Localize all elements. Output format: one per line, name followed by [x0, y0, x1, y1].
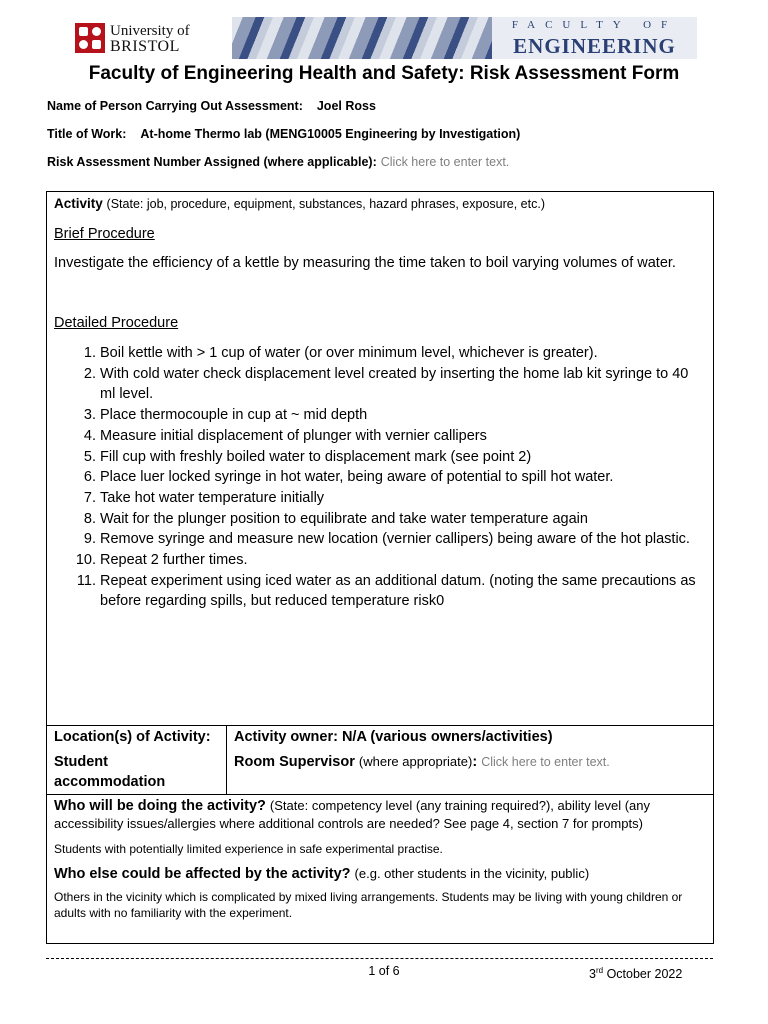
faculty-line2: ENGINEERING — [513, 34, 676, 58]
affected-question: Who else could be affected by the activity? — [54, 866, 351, 882]
activity-label: Activity — [54, 196, 103, 211]
affected-hint: (e.g. other students in the vicinity, public) — [354, 866, 590, 881]
room-supervisor-row: Room Supervisor (where appropriate): Click here to enter text. — [234, 754, 610, 770]
university-name-line1: University of — [110, 23, 190, 39]
procedure-step: 4. Measure initial displacement of plunger with vernier callipers — [100, 426, 706, 447]
activity-owner: Activity owner: N/A (various owners/activities) — [234, 729, 553, 745]
procedure-step: 11. Repeat experiment using iced water as an additional datum. (noting the same precautions as before regarding spills, but reduced temperature risk0 — [100, 571, 706, 612]
procedure-steps — [54, 343, 706, 612]
banner-stripes — [232, 17, 492, 59]
activity-hint: (State: job, procedure, equipment, substances, hazard phrases, exposure, etc.) — [106, 197, 545, 211]
who-question: Who will be doing the activity? — [54, 798, 266, 814]
page-title: Faculty of Engineering Health and Safety: Risk Assessment Form — [88, 63, 680, 84]
who-hint: (State: competency level (any training required?), ability level (any accessibility issues/allergies where additional controls are needed? See page 4, section 7 for prompts) — [54, 798, 650, 831]
footer-divider — [46, 958, 713, 959]
location-label: Location(s) of Activity: — [54, 729, 211, 745]
faculty-logo — [492, 17, 697, 59]
university-name-line2: BRISTOL — [110, 38, 180, 55]
university-crest-icon — [75, 23, 105, 53]
procedure-step: 10. Repeat 2 further times. — [100, 550, 706, 571]
procedure-step: 2. With cold water check displacement level created by inserting the home lab kit syringe to 40 ml level. — [100, 364, 706, 405]
university-logo — [72, 17, 237, 59]
assessor-row — [47, 98, 376, 114]
location-value: Student accommodation — [54, 754, 166, 790]
procedure-step: 1. Boil kettle with > 1 cup of water (or over minimum level, whichever is greater). — [100, 343, 706, 364]
assessor-label: Name of Person Carrying Out Assessment: — [47, 99, 303, 113]
risk-assessment-table — [46, 191, 714, 944]
procedure-step: 5. Fill cup with freshly boiled water to displacement mark (see point 2) — [100, 447, 706, 468]
room-supervisor-hint: (where appropriate) — [358, 754, 473, 769]
room-supervisor-input[interactable]: Click here to enter text. — [481, 755, 610, 769]
risk-number-input[interactable]: Click here to enter text. — [380, 155, 510, 169]
header-banner — [72, 17, 697, 59]
footer-date: 3rd October 2022 — [589, 966, 683, 982]
who-answer: Students with potentially limited experience in safe experimental practise. — [54, 842, 443, 856]
room-supervisor-label: Room Supervisor — [234, 754, 355, 770]
procedure-step: 8. Wait for the plunger position to equilibrate and take water temperature again — [100, 509, 706, 530]
work-title-value: At-home Thermo lab (MENG10005 Engineering by Investigation) — [140, 127, 521, 141]
risk-number-label: Risk Assessment Number Assigned (where applicable): — [47, 155, 377, 169]
procedure-step: 9. Remove syringe and measure new location (vernier callipers) being aware of the hot plastic. — [100, 529, 706, 550]
risk-number-row — [47, 154, 509, 170]
faculty-line1: FACULTY OF — [511, 19, 678, 31]
procedure-step: 3. Place thermocouple in cup at ~ mid depth — [100, 405, 706, 426]
detailed-procedure-heading: Detailed Procedure — [54, 315, 179, 331]
brief-procedure-heading: Brief Procedure — [54, 226, 155, 242]
work-title-label: Title of Work: — [47, 127, 127, 141]
page-number: 1 of 6 — [368, 964, 400, 978]
procedure-step: 7. Take hot water temperature initially — [100, 488, 706, 509]
work-title-row — [47, 126, 520, 142]
owner-cell — [227, 726, 714, 795]
who-cell — [47, 795, 714, 944]
procedure-step: 6. Place luer locked syringe in hot water, being aware of potential to spill hot water. — [100, 467, 706, 488]
brief-procedure-text: Investigate the efficiency of a kettle by measuring the time taken to boil varying volumes of water. — [54, 255, 676, 271]
activity-cell — [47, 192, 714, 726]
assessor-value: Joel Ross — [316, 99, 376, 113]
location-cell — [47, 726, 227, 795]
affected-answer: Others in the vicinity which is complicated by mixed living arrangements. Students may be living with young children or adults with no familiarity with the experiment. — [54, 890, 683, 920]
